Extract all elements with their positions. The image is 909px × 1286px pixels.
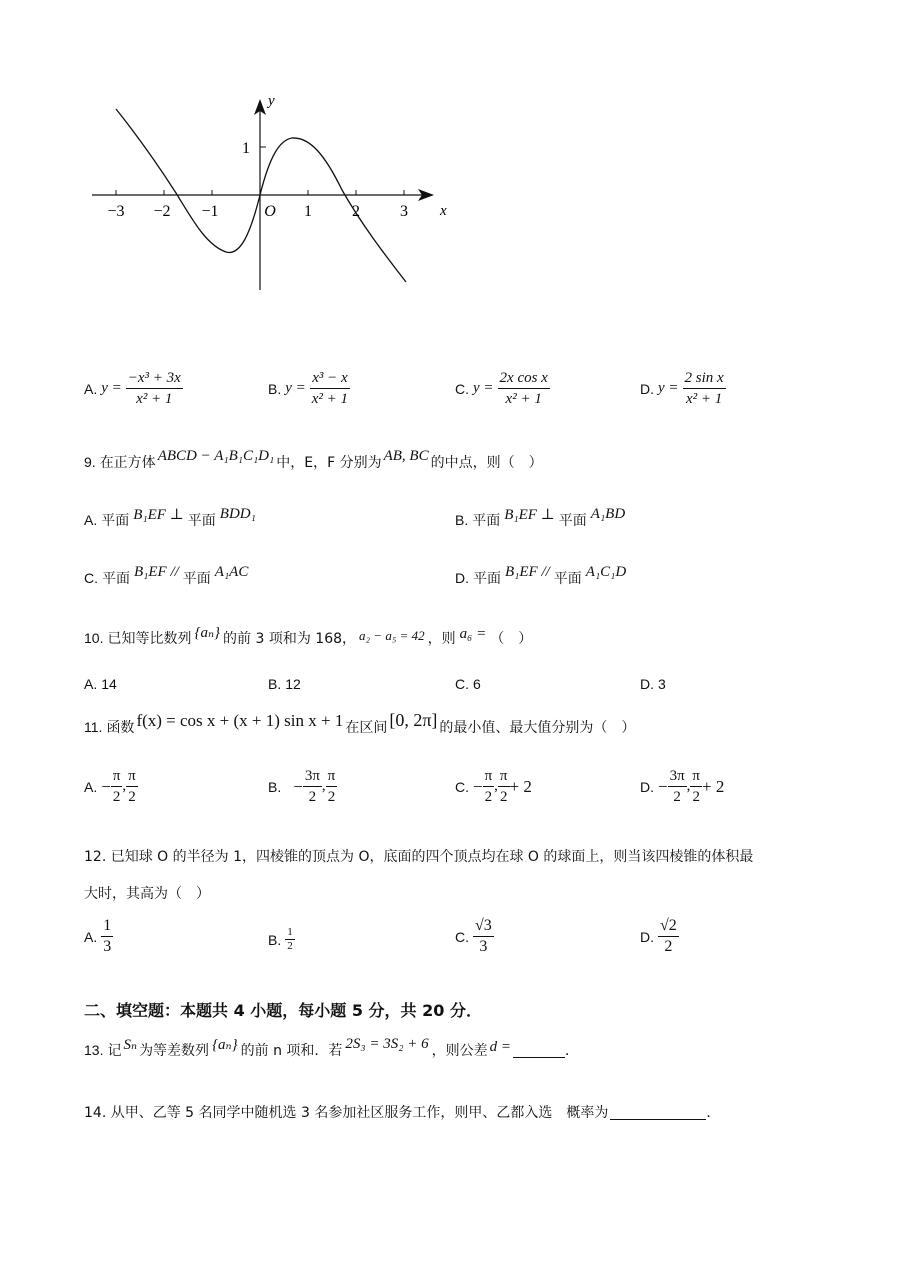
q8-option-d[interactable] xyxy=(640,368,726,409)
option-lhs: y = xyxy=(473,380,494,396)
option-lhs: y = xyxy=(101,380,122,396)
option-label: C. xyxy=(455,380,469,397)
option-fraction: $\frac{\text{2 sin x}}{\text{x² + 1}}$ xyxy=(684,370,724,407)
option-fraction: $\frac{\text{x³ − x}}{\text{x² + 1}}$ xyxy=(311,370,349,407)
q8-option-a[interactable] xyxy=(84,368,183,409)
q14-answer-blank[interactable] xyxy=(610,1105,706,1120)
x-tick-label: −2 xyxy=(153,203,171,220)
x-axis-label: x xyxy=(440,203,447,219)
x-tick-label: −3 xyxy=(107,203,125,220)
x-tick-label: 2 xyxy=(352,203,360,220)
x-tick-label: 1 xyxy=(304,203,312,220)
option-lhs: y = xyxy=(285,380,306,396)
q10-option-d[interactable]: D. 3 xyxy=(640,676,666,692)
x-tick-label: −1 xyxy=(201,203,219,220)
x-tick-label: 3 xyxy=(400,203,408,220)
option-label: A. xyxy=(84,380,98,397)
q13-stem: 13. 记 Sₙ 为等差数列 {aₙ} 的前 n 项和．若 2S₃ = 3S₂ + 6 ，则公差 d = ． xyxy=(84,1035,579,1059)
q12-stem-line2: 大时，其高为（ ） xyxy=(84,886,210,902)
q12-stem-line1: 12. 已知球 O 的半径为 1，四棱锥的顶点为 O，底面的四个顶点均在球 O 的球面上，则当该四棱锥的体积最 xyxy=(84,849,754,865)
q14-stem: 14. 从甲、乙等 5 名同学中随机选 3 名参加社区服务工作，则甲、乙都入选 概率为 ． xyxy=(84,1105,721,1121)
q11-option-d[interactable]: D. − $\frac{3\pi}{2}$ , $\frac{\pi}{2}$ + 2 xyxy=(640,768,725,805)
q9-option-b[interactable]: B. 平面 B₁EF ⊥ 平面 A₁BD xyxy=(455,505,626,529)
q8-option-b[interactable] xyxy=(268,368,350,409)
q8-option-c[interactable] xyxy=(455,368,550,409)
q13-answer-blank[interactable] xyxy=(513,1043,565,1058)
q12-option-b[interactable]: B. $\frac{1}{2}$ xyxy=(268,926,293,952)
option-label: B. xyxy=(268,380,282,397)
option-fraction: $\frac{\text{2x cos x}}{\text{x² + 1}}$ xyxy=(499,370,548,407)
q9-option-a[interactable]: A. 平面 B₁EF ⊥ 平面 BDD₁ xyxy=(84,505,256,529)
section-title: 二、填空题：本题共 4 小题，每小题 5 分，共 20 分． xyxy=(84,1001,482,1020)
q11-option-b[interactable]: B. − $\frac{3\pi}{2}$ , $\frac{\pi}{2}$ xyxy=(268,768,336,805)
q9-stem: 9. 在正方体 ABCD − A₁B₁C₁D₁ 中，E，F 分别为 AB, BC 的中点，则（ ） xyxy=(84,447,543,471)
q12-option-a[interactable]: A. $\frac{1}{3}$ xyxy=(84,917,112,955)
y-tick-label: 1 xyxy=(242,140,250,157)
q10-option-b[interactable]: B. 12 xyxy=(268,676,301,692)
q9-option-c[interactable]: C. 平面 B₁EF // 平面 A₁AC xyxy=(84,563,249,587)
function-graph xyxy=(80,85,450,300)
q10-stem: 10. 已知等比数列 {aₙ} 的前 3 项和为 168， a₂ − a₅ = 42 ，则 a₆ = （ ） xyxy=(84,624,533,647)
q12-option-c[interactable]: C. $\frac{√3}{3}$ xyxy=(455,917,492,955)
q11-option-c[interactable]: C. − $\frac{\pi}{2}$ , $\frac{\pi}{2}$ + 2 xyxy=(455,768,532,805)
y-axis-label: y xyxy=(268,93,275,109)
q11-stem: 11. 函数 f(x) = cos x + (x + 1) sin x + 1 在区间 [0, 2π] 的最小值、最大值分别为（ ） xyxy=(84,710,636,736)
option-label: D. xyxy=(640,380,654,397)
q9-option-d[interactable]: D. 平面 B₁EF // 平面 A₁C₁D xyxy=(455,563,627,587)
q11-option-a[interactable]: A. − $\frac{\pi}{2}$ , $\frac{\pi}{2}$ xyxy=(84,768,136,805)
origin-label: O xyxy=(264,203,276,220)
option-lhs: y = xyxy=(658,380,679,396)
option-fraction: $\frac{\text{−x³ + 3x}}{\text{x² + 1}}$ xyxy=(127,370,181,407)
q10-option-c[interactable]: C. 6 xyxy=(455,676,481,692)
q10-option-a[interactable]: A. 14 xyxy=(84,676,117,692)
q12-option-d[interactable]: D. $\frac{√2}{2}$ xyxy=(640,917,677,955)
